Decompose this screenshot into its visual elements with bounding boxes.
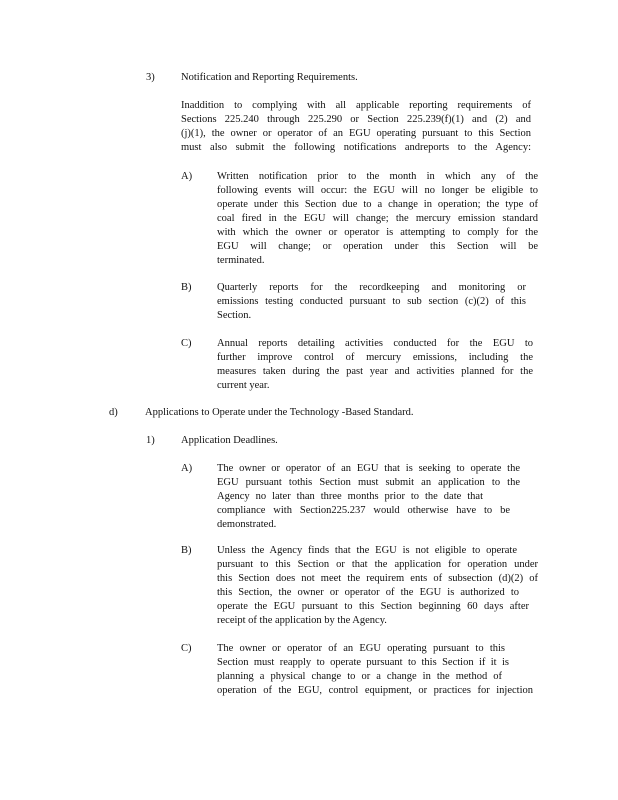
item-1-c-label: C) — [181, 643, 192, 654]
paragraph-line: current year. — [217, 380, 270, 391]
paragraph-line: Unless the Agency finds that the EGU is not eligible to operate — [217, 545, 517, 556]
paragraph-line: further improve control of mercury emissions, including the — [217, 352, 533, 363]
item-3-b-label: B) — [181, 282, 192, 293]
paragraph-line: The owner or operator of an EGU operating pursuant to this — [217, 643, 505, 654]
item-1-b-paragraph — [217, 544, 538, 628]
paragraph-line: operate the EGU pursuant to this Section beginning 60 days after — [217, 601, 529, 612]
item-1-a-paragraph — [217, 462, 520, 532]
item-1-heading: Application Deadlines. — [181, 435, 278, 446]
paragraph-line: planning a physical change to or a change in the method of — [217, 671, 502, 682]
paragraph-line: operation of the EGU, control equipment, or practices for injection — [217, 685, 533, 696]
paragraph-line: pursuant to this Section or that the application for operation under — [217, 559, 538, 570]
paragraph-line: terminated. — [217, 255, 265, 266]
item-3-a-paragraph — [217, 170, 538, 268]
paragraph-line: emissions testing conducted pursuant to sub section (c)(2) of this — [217, 296, 526, 307]
item-d-heading: Applications to Operate under the Technology -Based Standard. — [145, 407, 414, 418]
paragraph-line: EGU pursuant tothis Section must submit an application to the — [217, 477, 520, 488]
paragraph-line: Agency no later than three months prior to the date that — [217, 491, 483, 502]
paragraph-line: must also submit the following notifications andreports to the Agency: — [181, 142, 531, 153]
paragraph-line: with which the owner or operator is attempting to comply for the — [217, 227, 538, 238]
item-1-a-label: A) — [181, 463, 193, 474]
item-3-heading: Notification and Reporting Requirements. — [181, 72, 358, 83]
item-3-c-paragraph — [217, 337, 533, 393]
paragraph-line: Annual reports detailing activities conducted for the EGU to — [217, 338, 533, 349]
item-3-b-paragraph — [217, 281, 526, 323]
paragraph-line: Section must reapply to operate pursuant to this Section if it is — [217, 657, 509, 668]
paragraph-line: Section. — [217, 310, 252, 321]
item-1-c-paragraph — [217, 642, 533, 698]
paragraph-line: Inaddition to complying with all applicable reporting requirements of — [181, 100, 531, 111]
item-3-label: 3) — [146, 72, 155, 83]
paragraph-line: following events will occur: the EGU will no longer be eligible to — [217, 185, 538, 196]
paragraph-line: compliance with Section225.237 would otherwise have to be — [217, 505, 510, 516]
item-3-intro-paragraph — [181, 99, 531, 155]
paragraph-line: Written notification prior to the month in which any of the — [217, 171, 538, 182]
paragraph-line: demonstrated. — [217, 519, 277, 530]
item-1-label: 1) — [146, 435, 155, 446]
paragraph-line: Sections 225.240 through 225.290 or Section 225.239(f)(1) and (2) and — [181, 114, 531, 125]
paragraph-line: operate under this Section due to a change in operation; the type of — [217, 199, 538, 210]
paragraph-line: this Section does not meet the requirem ents of subsection (d)(2) of — [217, 573, 538, 584]
paragraph-line: EGU will change; or operation under this Section will be — [217, 241, 538, 252]
item-1-b-label: B) — [181, 545, 192, 556]
item-3-a-label: A) — [181, 171, 193, 182]
item-3-c-label: C) — [181, 338, 192, 349]
paragraph-line: receipt of the application by the Agency. — [217, 615, 387, 626]
paragraph-line: this Section, the owner or operator of the EGU is authorized to — [217, 587, 519, 598]
paragraph-line: measures taken during the past year and activities planned for the — [217, 366, 533, 377]
paragraph-line: (j)(1), the owner or operator of an EGU operating pursuant to this Section — [181, 128, 531, 139]
paragraph-line: The owner or operator of an EGU that is seeking to operate the — [217, 463, 520, 474]
paragraph-line: Quarterly reports for the recordkeeping and monitoring or — [217, 282, 526, 293]
paragraph-line: coal fired in the EGU will change; the mercury emission standard — [217, 213, 538, 224]
item-d-label: d) — [109, 407, 118, 418]
